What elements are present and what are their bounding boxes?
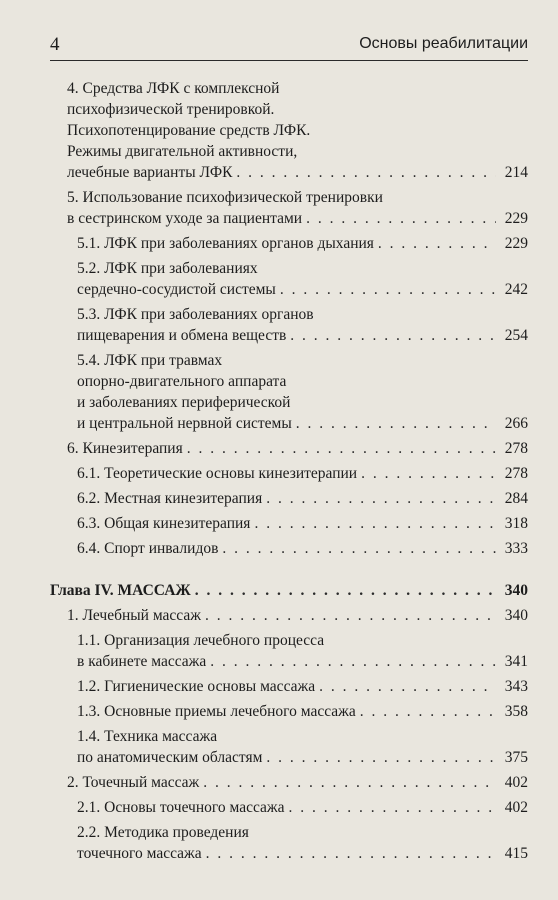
toc-entry-title: 2.1. Основы точечного массажа xyxy=(77,799,285,816)
toc-entry-final-line xyxy=(77,651,528,672)
toc-entry xyxy=(50,538,528,559)
toc-page-number: 415 xyxy=(504,845,528,862)
toc-entry-title: 6. Кинезитерапия xyxy=(67,440,183,457)
toc-entry-title: 6.4. Спорт инвалидов xyxy=(77,540,219,557)
toc-entry xyxy=(50,630,528,672)
toc-page-number: 318 xyxy=(504,515,528,532)
toc-page-number: 375 xyxy=(504,749,528,766)
toc-page-number: 254 xyxy=(504,327,528,344)
toc-entry-title: 6.1. Теоретические основы кинезитерапии xyxy=(77,465,358,482)
toc-entry-title: 6.3. Общая кинезитерапия xyxy=(77,515,251,532)
toc-entry-line: 5.4. ЛФК при травмах xyxy=(77,352,223,369)
toc-entry xyxy=(50,605,528,626)
toc-page-number: 242 xyxy=(504,281,528,298)
toc-entry xyxy=(50,701,528,722)
toc-entry-line: опорно-двигательного аппарата xyxy=(77,373,287,390)
toc-entry-final-line xyxy=(50,580,528,601)
toc-entry-line: Психопотенцирование средств ЛФК. xyxy=(67,122,311,139)
toc-page-number: 284 xyxy=(504,490,528,507)
toc-entry-title: точечного массажа xyxy=(77,845,202,862)
toc-entry-final-line xyxy=(77,279,528,300)
toc-entry xyxy=(50,772,528,793)
toc-page-number: 341 xyxy=(504,653,528,670)
toc-entry-line: 1.1. Организация лечебного процесса xyxy=(77,632,325,649)
toc-entry-final-line xyxy=(77,843,528,864)
toc-entry-final-line xyxy=(77,676,528,697)
toc-page-number: 333 xyxy=(504,540,528,557)
toc-entry-line: психофизической тренировкой. xyxy=(67,101,275,118)
dot-leader xyxy=(210,651,496,672)
toc-entry-final-line xyxy=(77,413,528,434)
running-title: Основы реабилитации xyxy=(359,35,528,52)
toc-page-number: 343 xyxy=(504,678,528,695)
toc-chapter-entry xyxy=(50,580,528,601)
toc-entry-final-line xyxy=(67,605,528,626)
toc-entry-final-line xyxy=(67,438,528,459)
toc-page-number: 214 xyxy=(504,164,528,181)
page-number: 4 xyxy=(50,34,60,55)
toc-entry-line: 5. Использование психофизической тренировки xyxy=(67,189,383,206)
dot-leader xyxy=(319,676,496,697)
toc-entry xyxy=(50,258,528,300)
toc-entry-final-line xyxy=(77,747,528,768)
toc-entry xyxy=(50,350,528,434)
toc-entry-title: и центральной нервной системы xyxy=(77,415,292,432)
dot-leader xyxy=(266,747,496,768)
page-header xyxy=(50,34,528,61)
toc-entry xyxy=(50,463,528,484)
toc-entry-final-line xyxy=(77,701,528,722)
toc-entry-final-line xyxy=(77,233,528,254)
toc-entry-title: 5.1. ЛФК при заболеваниях органов дыхания xyxy=(77,235,374,252)
toc-entry-title: 1.3. Основные приемы лечебного массажа xyxy=(77,703,356,720)
toc-entry-title: 1. Лечебный массаж xyxy=(67,607,201,624)
toc-entry-final-line xyxy=(77,513,528,534)
toc-entry-title: пищеварения и обмена веществ xyxy=(77,327,287,344)
toc-entry xyxy=(50,822,528,864)
dot-leader xyxy=(360,701,496,722)
toc-entry-final-line xyxy=(77,325,528,346)
toc-entry xyxy=(50,438,528,459)
dot-leader xyxy=(280,279,496,300)
toc-entry-title: Глава IV. МАССАЖ xyxy=(50,582,191,599)
toc-page-number: 358 xyxy=(504,703,528,720)
toc-entry-line: 4. Средства ЛФК с комплексной xyxy=(67,80,280,97)
toc-entry xyxy=(50,78,528,183)
dot-leader xyxy=(361,463,496,484)
toc-page-number: 402 xyxy=(504,799,528,816)
toc-entry-final-line xyxy=(77,463,528,484)
dot-leader xyxy=(236,162,496,183)
toc-entry-title: 1.2. Гигиенические основы массажа xyxy=(77,678,316,695)
toc-page-number: 278 xyxy=(504,440,528,457)
dot-leader xyxy=(222,538,496,559)
toc-entry-final-line xyxy=(77,488,528,509)
toc-entry-final-line xyxy=(67,772,528,793)
toc-entry-line: 2.2. Методика проведения xyxy=(77,824,249,841)
toc-page-number: 402 xyxy=(504,774,528,791)
toc-entry-final-line xyxy=(77,538,528,559)
dot-leader xyxy=(290,325,496,346)
toc-entry-title: в кабинете массажа xyxy=(77,653,207,670)
dot-leader xyxy=(289,797,497,818)
dot-leader xyxy=(306,208,496,229)
toc-entry-title: по анатомическим областям xyxy=(77,749,263,766)
toc-entry-title: лечебные варианты ЛФК xyxy=(67,164,233,181)
toc-entry-line: Режимы двигательной активности, xyxy=(67,143,298,160)
dot-leader xyxy=(296,413,496,434)
toc-entry xyxy=(50,726,528,768)
toc-entry xyxy=(50,233,528,254)
dot-leader xyxy=(205,605,496,626)
dot-leader xyxy=(254,513,496,534)
toc-page-number: 340 xyxy=(504,582,528,599)
toc-entry-line: 1.4. Техника массажа xyxy=(77,728,218,745)
toc-entry-final-line xyxy=(77,797,528,818)
toc-entry-line: 5.3. ЛФК при заболеваниях органов xyxy=(77,306,314,323)
toc-entry-line: 5.2. ЛФК при заболеваниях xyxy=(77,260,258,277)
dot-leader xyxy=(187,438,496,459)
toc-page-number: 229 xyxy=(504,210,528,227)
toc-entry-title: сердечно-сосудистой системы xyxy=(77,281,276,298)
toc-page-number: 278 xyxy=(504,465,528,482)
table-of-contents xyxy=(50,78,528,868)
toc-entry xyxy=(50,304,528,346)
dot-leader xyxy=(203,772,496,793)
toc-entry xyxy=(50,513,528,534)
dot-leader xyxy=(378,233,496,254)
toc-entry xyxy=(50,676,528,697)
dot-leader xyxy=(206,843,496,864)
toc-entry xyxy=(50,187,528,229)
toc-page-number: 266 xyxy=(504,415,528,432)
toc-entry-title: 2. Точечный массаж xyxy=(67,774,200,791)
toc-page-number: 229 xyxy=(504,235,528,252)
toc-entry-line: и заболеваниях периферической xyxy=(77,394,291,411)
toc-entry-final-line xyxy=(67,208,528,229)
toc-entry xyxy=(50,797,528,818)
dot-leader xyxy=(195,580,496,601)
toc-entry-final-line xyxy=(67,162,528,183)
toc-entry-title: 6.2. Местная кинезитерапия xyxy=(77,490,263,507)
toc-entry xyxy=(50,488,528,509)
toc-entry-title: в сестринском уходе за пациентами xyxy=(67,210,303,227)
toc-page-number: 340 xyxy=(504,607,528,624)
dot-leader xyxy=(266,488,496,509)
